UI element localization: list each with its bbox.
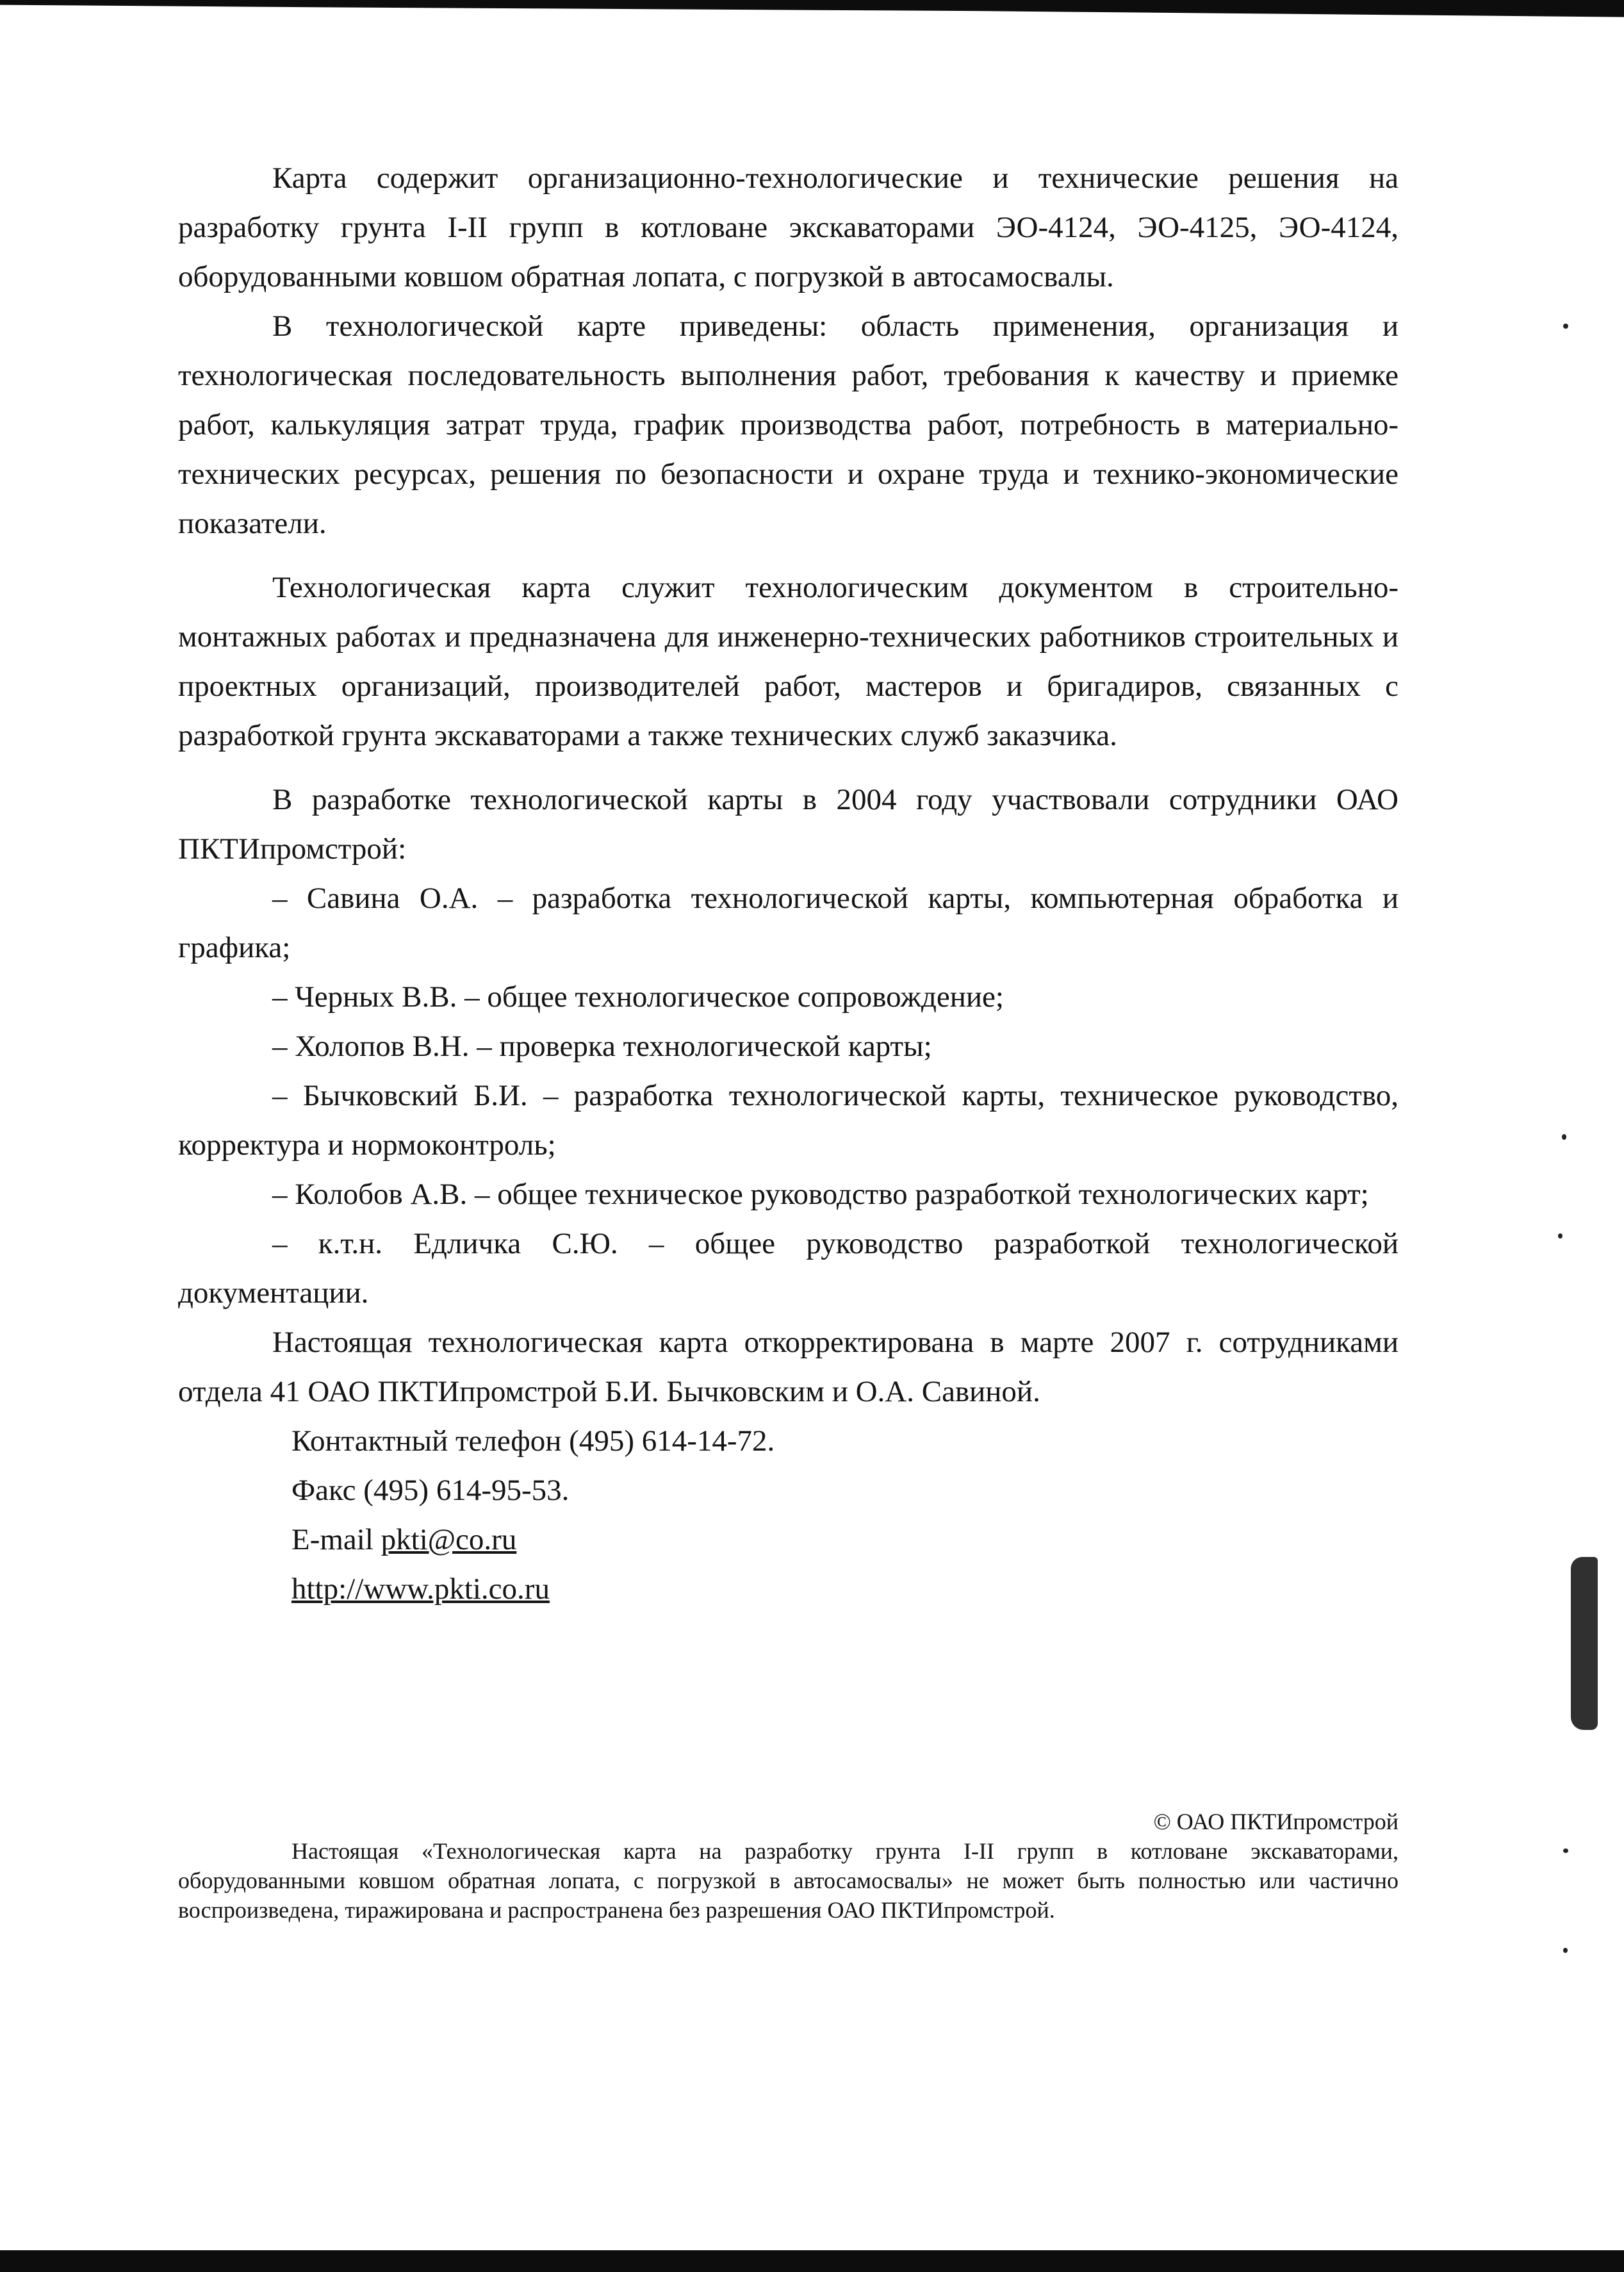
scan-top-edge <box>0 0 1624 24</box>
scan-speck <box>1563 1848 1568 1853</box>
scan-speck <box>1563 324 1568 329</box>
contents-paragraph: В технологической карте приведены: область применения, организация и технологическая последовательность выполнения работ, требования к качеству и приемке работ, калькуляция затрат труда, график производства работ, потребность в материально-технических ресурсах, решения по безопасности и охране труда и технико-экономические показатели. <box>178 309 1398 540</box>
phone-line: Контактный телефон (495) 614-14-72. <box>291 1424 775 1458</box>
email-link[interactable]: pkti@co.ru <box>381 1523 517 1556</box>
intro-paragraph: Карта содержит организационно-технологические и технические решения на разработку грунта I-II групп в котловане экскаваторами ЭО-4124, ЭО-4125, ЭО-4124, оборудованными ковшом обратная лопата, с погрузкой в автосамосвалы. <box>178 161 1398 293</box>
email-label: E-mail <box>291 1523 381 1556</box>
scan-speck <box>1562 1134 1566 1140</box>
fax-line: Факс (495) 614-95-53. <box>291 1474 570 1507</box>
purpose-paragraph: Технологическая карта служит технологическим документом в строительно-монтажных работах и предназначена для инженерно-технических работников строительных и проектных организаций, производителей работ, мастеров и бригадиров, связанных с разработкой грунта экскаваторами а также технических служб заказчика. <box>178 571 1398 752</box>
contributor-item: – Холопов В.Н. – проверка технологической карты; <box>272 1030 932 1063</box>
website-link[interactable]: http://www.pkti.co.ru <box>291 1572 550 1606</box>
website-line <box>178 1565 1398 1614</box>
copyright-notice: Настоящая «Технологическая карта на разработку грунта I-II групп в котловане экскаваторами, оборудованными ковшом обратная лопата, с погрузкой в автосамосвалы» не может быть полностью или частично воспроизведена, тиражирована и распространена без разрешения ОАО ПКТИпромстрой. <box>178 1838 1398 1923</box>
copyright-owner: © ОАО ПКТИпромстрой <box>1153 1809 1398 1834</box>
contributor-item: – Черных В.В. – общее технологическое сопровождение; <box>272 980 1004 1014</box>
copyright-block <box>178 1807 1398 1925</box>
contributor-item: – Колобов А.В. – общее техническое руководство разработкой технологических карт; <box>272 1178 1369 1211</box>
scan-artifact <box>1571 1557 1598 1730</box>
authors-intro: В разработке технологической карты в 2004 году участвовали сотрудники ОАО ПКТИпромстрой: <box>178 783 1398 866</box>
scan-bottom-edge <box>0 2250 1624 2272</box>
correction-paragraph: Настоящая технологическая карта откорректирована в марте 2007 г. сотрудниками отдела 41 ОАО ПКТИпромстрой Б.И. Бычковским и О.А. Савиной. <box>178 1326 1398 1408</box>
contributor-item: – Бычковский Б.И. – разработка технологической карты, техническое руководство, корректура и нормоконтроль; <box>178 1079 1398 1162</box>
email-line <box>178 1515 1398 1565</box>
contributor-item: – Савина О.А. – разработка технологической карты, компьютерная обработка и графика; <box>178 882 1398 964</box>
document-body <box>178 154 1398 1614</box>
scan-speck <box>1563 1948 1568 1953</box>
contributor-item: – к.т.н. Едличка С.Ю. – общее руководство разработкой технологической документации. <box>178 1227 1398 1310</box>
scan-speck <box>1558 1233 1562 1239</box>
